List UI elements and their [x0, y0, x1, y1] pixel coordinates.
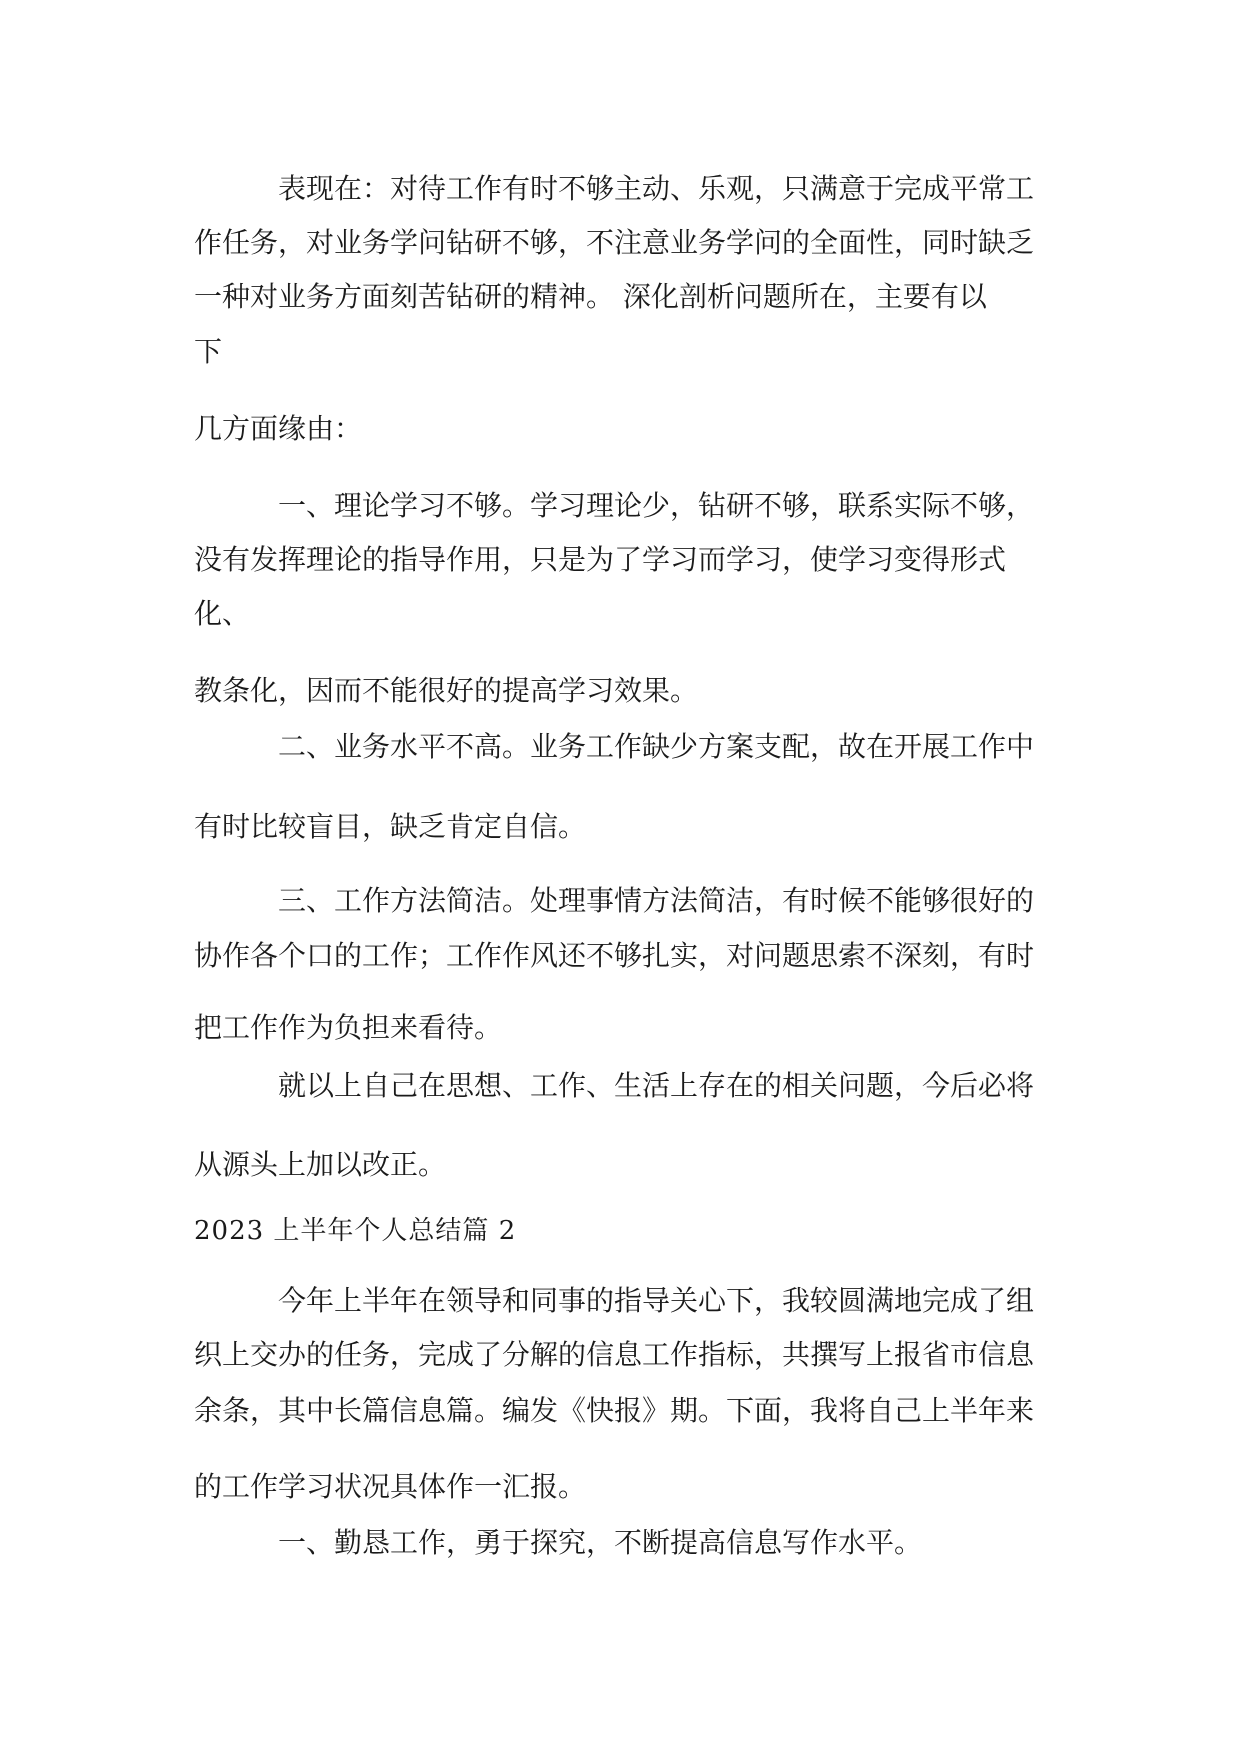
paragraph-line: 下: [194, 335, 223, 368]
paragraph-line: 几方面缘由：: [194, 412, 363, 445]
paragraph-line: 表现在：对待工作有时不够主动、乐观，只满意于完成平常工: [278, 172, 1035, 205]
paragraph-line: 就以上自己在思想、工作、生活上存在的相关问题，今后必将: [278, 1069, 1035, 1102]
paragraph-line: 有时比较盲目，缺乏肯定自信。: [194, 810, 587, 843]
paragraph-line: 没有发挥理论的指导作用，只是为了学习而学习，使学习变得形式: [194, 543, 1007, 576]
paragraph-line: 教条化，因而不能很好的提高学习效果。: [194, 674, 699, 707]
paragraph-line: 一种对业务方面刻苦钻研的精神。 深化剖析问题所在，主要有以: [194, 280, 987, 313]
paragraph-line: 余条，其中长篇信息篇。编发《快报》期。下面，我将自己上半年来: [194, 1394, 1035, 1427]
paragraph-line: 一、理论学习不够。学习理论少，钻研不够，联系实际不够，: [278, 489, 1035, 522]
paragraph-line: 把工作作为负担来看待。: [194, 1011, 503, 1044]
paragraph-line: 三、工作方法简洁。处理事情方法简洁，有时候不能够很好的: [278, 884, 1035, 917]
section-heading: 2023 上半年个人总结篇 2: [194, 1216, 517, 1246]
paragraph-line: 作任务，对业务学问钻研不够，不注意业务学问的全面性，同时缺乏: [194, 226, 1035, 259]
paragraph-line: 化、: [194, 597, 251, 630]
paragraph-line: 今年上半年在领导和同事的指导关心下，我较圆满地完成了组: [278, 1284, 1035, 1317]
paragraph-line: 协作各个口的工作；工作作风还不够扎实，对问题思索不深刻，有时: [194, 939, 1035, 972]
paragraph-line: 织上交办的任务，完成了分解的信息工作指标，共撰写上报省市信息: [194, 1338, 1035, 1371]
paragraph-line: 二、业务水平不高。业务工作缺少方案支配，故在开展工作中: [278, 730, 1035, 763]
paragraph-line: 一、勤恳工作，勇于探究，不断提高信息写作水平。: [278, 1526, 923, 1559]
paragraph-line: 的工作学习状况具体作一汇报。: [194, 1470, 587, 1503]
paragraph-line: 从源头上加以改正。: [194, 1148, 447, 1181]
